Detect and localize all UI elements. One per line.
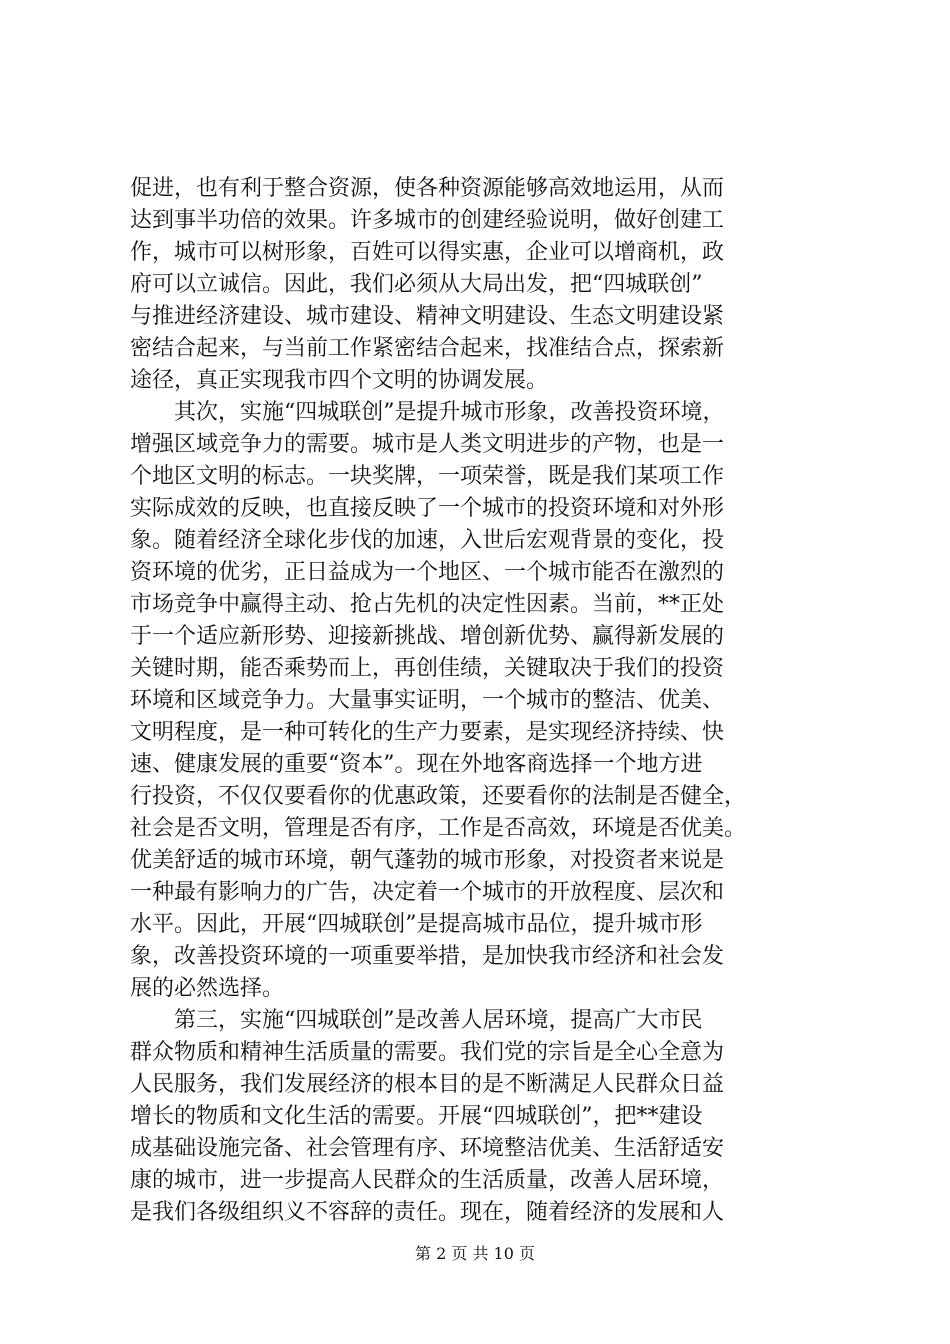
body-text [130, 173, 830, 1229]
text-line: 展的必然选择。 [130, 976, 285, 1001]
text-line: 于一个适应新形势、迎接新挑战、增创新优势、赢得新发展的 [130, 624, 725, 649]
text-line: 市场竞争中赢得主动、抢占先机的决定性因素。当前，**正处 [130, 592, 725, 617]
text-line: 促进，也有利于整合资源，使各种资源能够高效地运用，从而 [130, 176, 725, 201]
text-line: 第三，实施“四城联创”是改善人居环境，提高广大市民 [130, 1008, 703, 1033]
text-line: 优美舒适的城市环境，朝气蓬勃的城市形象，对投资者来说是 [130, 848, 725, 873]
text-line: 作，城市可以树形象，百姓可以得实惠，企业可以增商机，政 [130, 240, 725, 265]
text-line: 资环境的优劣，正日益成为一个地区、一个城市能否在激烈的 [130, 560, 725, 585]
text-line: 与推进经济建设、城市建设、精神文明建设、生态文明建设紧 [130, 304, 725, 329]
text-line: 府可以立诚信。因此，我们必须从大局出发，把“四城联创” [130, 272, 703, 297]
text-line: 康的城市，进一步提高人民群众的生活质量，改善人居环境， [130, 1168, 725, 1193]
text-line: 文明程度，是一种可转化的生产力要素，是实现经济持续、快 [130, 720, 725, 745]
text-line: 象，改善投资环境的一项重要举措，是加快我市经济和社会发 [130, 944, 725, 969]
text-line: 社会是否文明，管理是否有序，工作是否高效，环境是否优美。 [130, 816, 747, 841]
text-line: 人民服务，我们发展经济的根本目的是不断满足人民群众日益 [130, 1072, 725, 1097]
text-line: 个地区文明的标志。一块奖牌，一项荣誉，既是我们某项工作 [130, 464, 725, 489]
text-line: 是我们各级组织义不容辞的责任。现在，随着经济的发展和人 [130, 1200, 725, 1225]
text-line: 一种最有影响力的广告，决定着一个城市的开放程度、层次和 [130, 880, 725, 905]
text-line: 密结合起来，与当前工作紧密结合起来，找准结合点，探索新 [130, 336, 725, 361]
text-line: 群众物质和精神生活质量的需要。我们党的宗旨是全心全意为 [130, 1040, 725, 1065]
text-line: 速、健康发展的重要“资本”。现在外地客商选择一个地方进 [130, 752, 703, 777]
text-line: 成基础设施完备、社会管理有序、环境整洁优美、生活舒适安 [130, 1136, 725, 1161]
text-line: 实际成效的反映，也直接反映了一个城市的投资环境和对外形 [130, 496, 725, 521]
page-footer: 第 2 页 共 10 页 [415, 1244, 535, 1263]
text-line: 行投资，不仅仅要看你的优惠政策，还要看你的法制是否健全， [130, 784, 747, 809]
text-line: 达到事半功倍的效果。许多城市的创建经验说明，做好创建工 [130, 208, 725, 233]
text-line: 增强区域竞争力的需要。城市是人类文明进步的产物，也是一 [130, 432, 725, 457]
text-line: 途径，真正实现我市四个文明的协调发展。 [130, 368, 549, 393]
text-line: 其次，实施“四城联创”是提升城市形象，改善投资环境， [130, 400, 725, 425]
text-line: 水平。因此，开展“四城联创”是提高城市品位，提升城市形 [130, 912, 703, 937]
text-line: 关键时期，能否乘势而上，再创佳绩，关键取决于我们的投资 [130, 656, 725, 681]
text-line: 增长的物质和文化生活的需要。开展“四城联创”，把**建设 [130, 1104, 703, 1129]
text-line: 象。随着经济全球化步伐的加速，入世后宏观背景的变化，投 [130, 528, 725, 553]
text-line: 环境和区域竞争力。大量事实证明，一个城市的整洁、优美、 [130, 688, 725, 713]
